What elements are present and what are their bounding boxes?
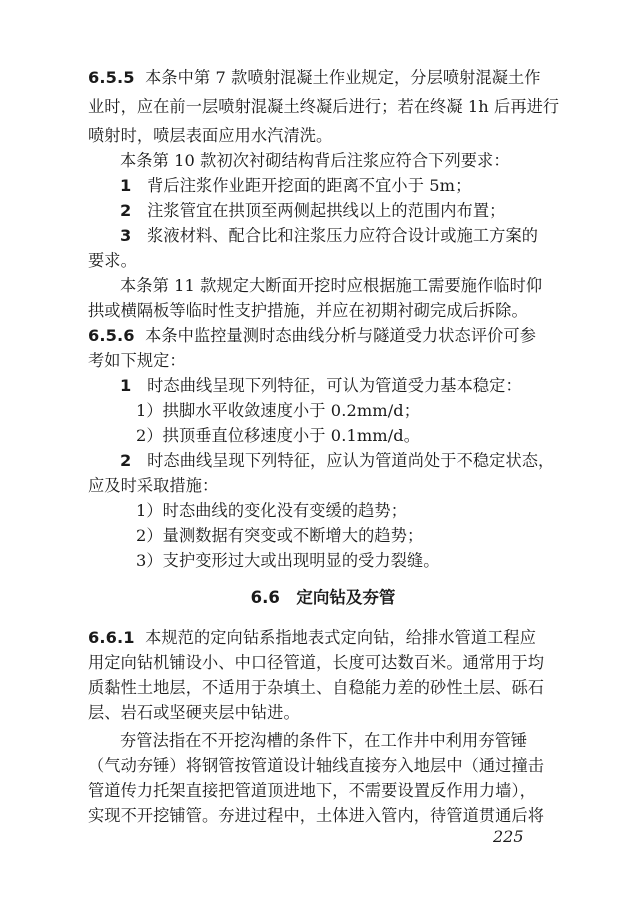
list-item — [120, 200, 505, 222]
clause-number: 6.6.1 — [88, 628, 135, 647]
item-number: 2 — [120, 451, 132, 470]
item-text: 注浆管宜在拱顶至两侧起拱线以上的范围内布置； — [147, 201, 506, 220]
clause-6-6-1-line-3: 质黏性土地层，不适用于杂填土、自稳能力差的砂性土层、砾石 — [88, 678, 545, 697]
clause-6-6-1-line-1 — [88, 627, 536, 649]
item-number: 2 — [120, 201, 132, 220]
clause-6-5-5-para-2: 本条第 10 款初次衬砌结构背后注浆应符合下列要求： — [120, 151, 510, 170]
list-item-continuation: 要求。 — [88, 251, 137, 270]
clause-6-6-1-para-2-line-3: 管道传力托架直接把管道顶进地下，不需要设置反作用力墙）， — [88, 781, 536, 800]
section-heading: 6.6 定向钻及夯管 — [250, 588, 396, 607]
list-item — [120, 175, 471, 197]
sub-item: 1）拱脚水平收敛速度小于 0.2mm/d； — [136, 401, 421, 420]
clause-6-6-1-para-2-line-4: 实现不开挖铺管。夯进过程中，土体进入管内，待管道贯通后将 — [88, 806, 545, 825]
sub-item: 2）拱顶垂直位移速度小于 0.1mm/d。 — [136, 426, 421, 445]
clause-6-6-1-line-2: 用定向钻机铺设小、中口径管道，长度可达数百米。通常用于均 — [88, 653, 545, 672]
list-item — [120, 225, 538, 247]
clause-6-6-1-para-2-line-2: （气动夯锤）将钢管按管道设计轴线直接夯入地层中（通过撞击 — [88, 756, 545, 775]
clause-6-6-1-line-4: 层、岩石或坚硬夹层中钻进。 — [88, 703, 300, 722]
clause-text: 本条中监控量测时态曲线分析与隧道受力状态评价可参 — [145, 326, 536, 345]
list-item — [120, 375, 522, 397]
clause-6-5-6-line-2: 考如下规定： — [88, 351, 186, 370]
list-item — [120, 450, 554, 472]
clause-6-5-5-para-3-line-2: 拱或横隔板等临时性支护措施，并应在初期衬砌完成后拆除。 — [88, 301, 528, 320]
sub-item: 1）时态曲线的变化没有变缓的趋势； — [136, 501, 407, 520]
clause-text: 本规范的定向钻系指地表式定向钻，给排水管道工程应 — [145, 628, 536, 647]
clause-number: 6.5.6 — [88, 326, 135, 345]
sub-item: 3）支护变形过大或出现明显的受力裂缝。 — [136, 551, 440, 570]
item-text: 时态曲线呈现下列特征，可认为管道受力基本稳定： — [147, 376, 522, 395]
clause-6-6-1-para-2-line-1: 夯管法指在不开挖沟槽的条件下，在工作井中利用夯管锤 — [120, 731, 528, 750]
page-number: 225 — [493, 827, 524, 846]
clause-6-5-5-line-1 — [88, 67, 541, 89]
item-number: 1 — [120, 176, 132, 195]
clause-text: 本条中第 7 款喷射混凝土作业规定，分层喷射混凝土作 — [145, 68, 541, 87]
item-text: 浆液材料、配合比和注浆压力应符合设计或施工方案的 — [147, 226, 539, 245]
item-number: 3 — [120, 226, 132, 245]
clause-6-5-5-line-2: 业时，应在前一层喷射混凝土终凝后进行；若在终凝 1h 后再进行 — [88, 97, 560, 116]
clause-number: 6.5.5 — [88, 68, 135, 87]
sub-item: 2）量测数据有突变或不断增大的趋势； — [136, 526, 424, 545]
clause-6-5-6-line-1 — [88, 325, 536, 347]
clause-6-5-5-para-3-line-1: 本条第 11 款规定大断面开挖时应根据施工需要施作临时仰 — [120, 276, 543, 295]
item-text: 时态曲线呈现下列特征，应认为管道尚处于不稳定状态， — [147, 451, 555, 470]
item-number: 1 — [120, 376, 132, 395]
list-item-continuation: 应及时采取措施： — [88, 476, 219, 495]
clause-6-5-5-line-3: 喷射时，喷层表面应用水汽清洗。 — [88, 126, 333, 145]
item-text: 背后注浆作业距开挖面的距离不宜小于 5m； — [147, 176, 472, 195]
